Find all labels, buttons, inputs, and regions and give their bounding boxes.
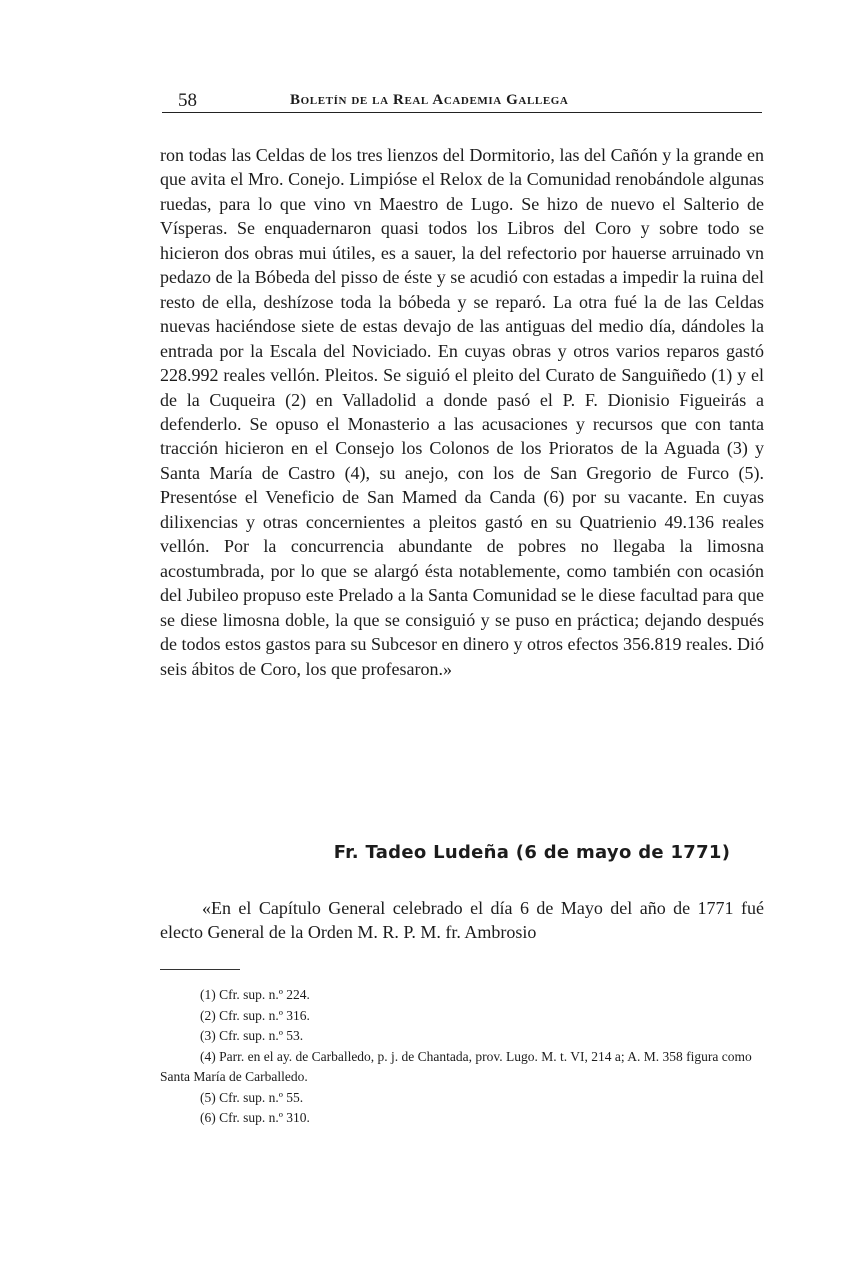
footnote-3: (3) Cfr. sup. n.º 53.	[200, 1028, 304, 1043]
page-header	[162, 86, 762, 113]
footnote-1: (1) Cfr. sup. n.º 224.	[200, 987, 310, 1002]
footnote-6: (6) Cfr. sup. n.º 310.	[200, 1110, 310, 1125]
footnote-4: (4) Parr. en el ay. de Carballedo, p. j. de Chantada, prov. Lugo. M. t. VI, 214 a; A. M. 358 figura como Santa María de Carballedo.	[160, 1048, 752, 1084]
footnote-divider	[160, 969, 240, 970]
body-paragraph: ron todas las Celdas de los tres lienzos del Dormitorio, las del Cañón y la grande en que avita el Mro. Conejo. Limpióse el Relox de la Comunidad renobándole algunas ruedas, para lo que vino vn Maestro de Lugo. Se hizo de nuevo el Salterio de Vísperas. Se enquadernaron quasi todos los Libros del Coro y sobre todo se hicieron dos obras mui útiles, es a sauer, la del refectorio por hauerse arruinado vn pedazo de la Bóbeda del pisso de éste y se acudió con estadas a impedir la ruina del resto de ella, deshízose toda la bóbeda y se reparó. La otra fué la de las Celdas nuevas haciéndose siete de estas devajo de las antiguas del medio día, dándoles la entrada por la Escala del Noviciado. En cuyas obras y otros varios reparos gastó 228.992 reales vellón. Pleitos. Se siguió el pleito del Curato de Sanguiñedo (1) y el de la Cuqueira (2) en Valladolid a donde pasó el P. F. Dionisio Figueirás a defenderlo. Se opuso el Monasterio a las acusaciones y recursos que con tanta tracción hicieron en el Consejo los Colonos de los Prioratos de la Aguada (3) y Santa María de Castro (4), su anejo, con los de San Gregorio de Furco (5). Presentóse el Veneficio de San Mamed da Canda (6) por su vacante. En cuyas dilixencias y otras concernientes a pleitos gastó en su Quatrienio 49.136 reales vellón. Por la concurrencia abundante de pobres no llegaba la limosna acostumbrada, por lo que se alargó ésta notablemente, como también con ocasión del Jubileo propuso este Prelado a la Santa Comunidad se le diese facultad para que se diese limosna doble, la que se consiguió y se puso en práctica; dejando después de todos estos gastos para su Subcesor en dinero y otros efectos 356.819 reales. Dió seis ábitos de Coro, los que profesaron.»	[160, 145, 764, 679]
footnotes	[160, 985, 764, 1129]
running-title: Boletín de la Real Academia Gallega	[290, 92, 569, 108]
section-opening-paragraph: «En el Capítulo General celebrado el día 6 de Mayo del año de 1771 fué electo General de la Orden M. R. P. M. fr. Ambrosio	[160, 898, 764, 942]
section-heading-text: Fr. Tadeo Ludeña (6 de mayo de 1771)	[333, 842, 731, 863]
footnote-2: (2) Cfr. sup. n.º 316.	[200, 1007, 310, 1023]
section-heading	[160, 842, 764, 863]
page-number: 58	[178, 90, 197, 111]
footnote-5: (5) Cfr. sup. n.º 55.	[200, 1089, 304, 1105]
